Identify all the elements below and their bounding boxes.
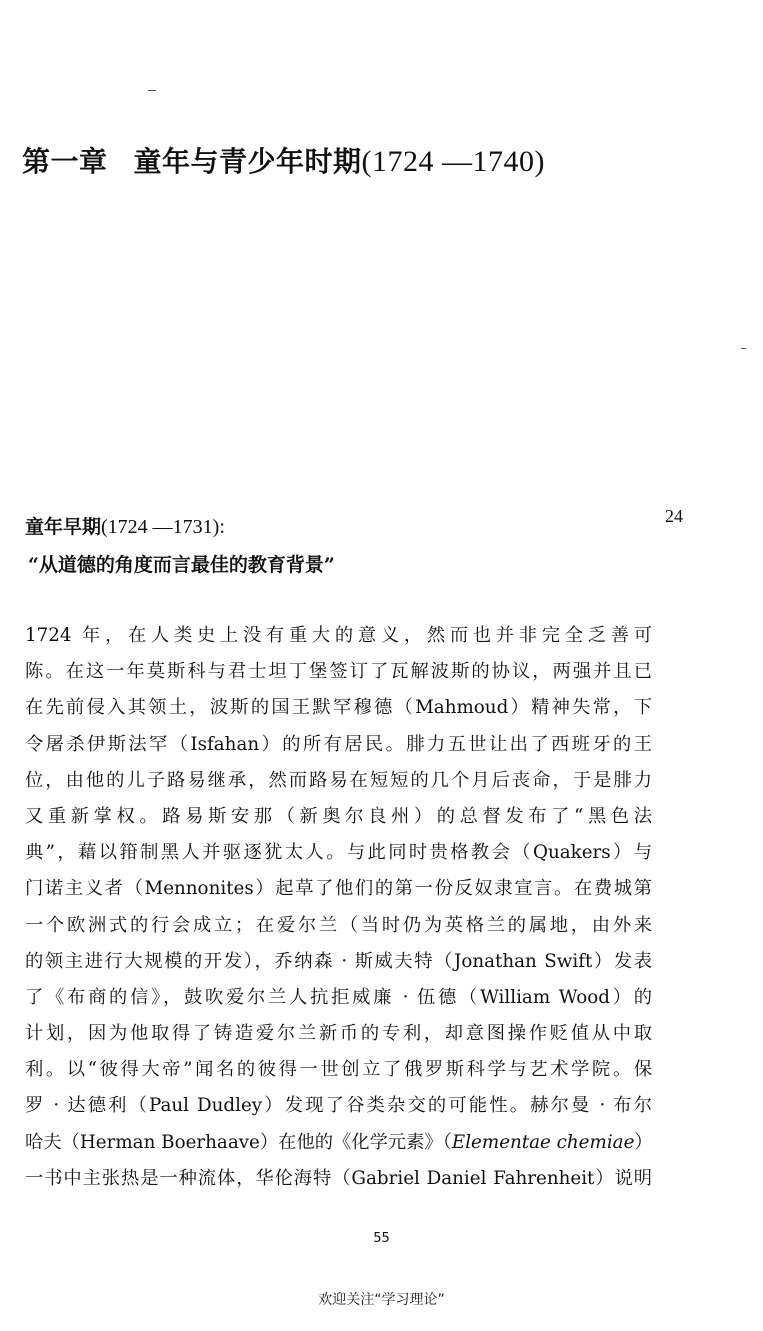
body-line: 一个欧洲式的行会成立；在爱尔兰（当时仍为英格兰的属地，由外来 <box>25 914 652 936</box>
body-line-close-paren: ） <box>634 1131 653 1153</box>
section-subtitle: “从道德的角度而言最佳的教育背景” <box>28 554 335 576</box>
section-years: (1724 —1731): <box>101 516 225 538</box>
body-line-text: 哈夫（Herman Boerhaave）在他的《化学元素》（ <box>25 1131 452 1153</box>
body-line: 罗 · 达德利（Paul Dudley）发现了谷类杂交的可能性。赫尔曼 · 布尔 <box>25 1095 652 1117</box>
section-heading-text: 童年早期 <box>25 516 102 538</box>
chapter-label: 第一章 <box>22 145 108 178</box>
body-line: 位，由他的儿子路易继承，然而路易在短短的几个月后丧命，于是腓力 <box>25 769 652 791</box>
body-line: 利。以“彼得大帝”闻名的彼得一世创立了俄罗斯科学与艺术学院。保 <box>25 1059 652 1081</box>
body-line: 了《布商的信》，鼓吹爱尔兰人抗拒威廉 · 伍德（William Wood）的 <box>25 986 652 1008</box>
page-number: 55 <box>373 1231 390 1246</box>
scan-artifact <box>741 348 746 349</box>
body-line: 典”，藉以箝制黑人并驱逐犹太人。与此同时贵格教会（Quakers）与 <box>25 842 652 864</box>
margin-page-reference: 24 <box>665 506 683 526</box>
body-line: 门诺主义者（Mennonites）起草了他们的第一份反奴隶宣言。在费城第 <box>25 878 652 900</box>
section-heading <box>25 512 225 539</box>
body-line: 一书中主张热是一种流体，华伦海特（Gabriel Daniel Fahrenheit）说明 <box>25 1167 652 1189</box>
chapter-years: (1724 —1740) <box>361 145 546 178</box>
body-line: 又重新掌权。路易斯安那（新奥尔良州）的总督发布了“黑色法 <box>25 805 652 827</box>
body-line: 令屠杀伊斯法罕（Isfahan）的所有居民。腓力五世让出了西班牙的王 <box>25 733 652 755</box>
book-title-italic: Elementae chemiae <box>451 1131 635 1153</box>
footer-note: 欢迎关注“学习理论” <box>318 1292 445 1308</box>
body-paragraph <box>25 618 652 1197</box>
body-line-with-title <box>25 1125 652 1161</box>
body-line: 计划，因为他取得了铸造爱尔兰新币的专利，却意图操作贬值从中取 <box>25 1023 652 1045</box>
body-line: 在先前侵入其领土，波斯的国王默罕穆德（Mahmoud）精神失常，下 <box>25 697 652 719</box>
body-line: 的领主进行大规模的开发），乔纳森 · 斯威夫特（Jonathan Swift）发表 <box>25 950 652 972</box>
chapter-name: 童年与青少年时期 <box>133 145 362 178</box>
chapter-title <box>22 140 722 180</box>
body-line: 1724 年，在人类史上没有重大的意义，然而也并非完全乏善可 <box>25 625 652 646</box>
body-line: 陈。在这一年莫斯科与君士坦丁堡签订了瓦解波斯的协议，两强并且已 <box>25 661 652 683</box>
scan-artifact <box>148 90 156 91</box>
